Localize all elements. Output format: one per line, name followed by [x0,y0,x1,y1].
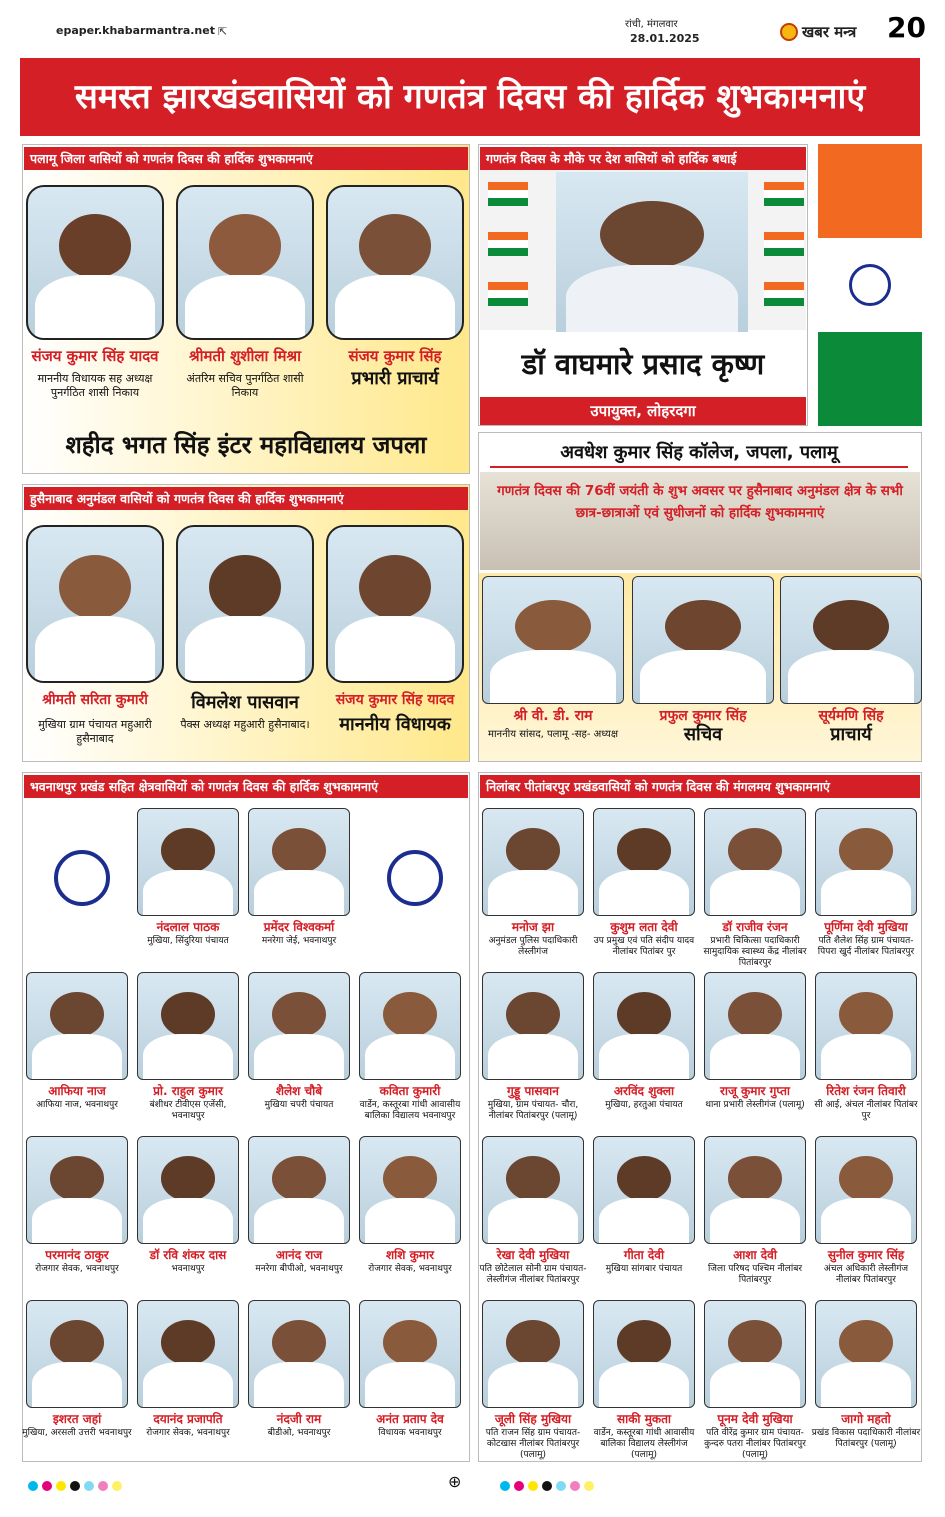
hussainabad-person-photo [176,525,314,683]
flag-icon [488,232,528,256]
college-person-name: प्रफुल कुमार सिंह [659,708,747,724]
nilambar-person-photo [704,1136,806,1244]
nilambar-person-photo [815,972,917,1080]
palamu-person-name: संजय कुमार सिंह यादव [31,347,159,365]
flag-icon [764,232,804,256]
nilambar-person-desig: मुखिया, ग्राम पंचायत- चौरा, नीलांबर पितांबरपुर (पलामू) [487,1100,579,1121]
bhawnathpur-person-name: अनंत प्रताप देव [376,1412,444,1426]
nilambar-person-desig: जिला परिषद पश्चिम नीलांबर पितांबरपुर [707,1264,803,1285]
flag-icon [764,282,804,306]
bhawnathpur-person-photo [137,1300,239,1408]
bhawnathpur-person-name: नंदलाल पाठक [156,920,220,934]
nilambar-person-desig: मुखिया, हरतुआ पंचायत [605,1100,683,1110]
college-message: गणतंत्र दिवस की 76वीं जयंती के शुभ अवसर पर हुसैनाबाद अनुमंडल क्षेत्र के सभी छात्र-छात्राओं एवं सुधीजनों को हार्दिक शुभकामनाएं [497,483,903,521]
banner-text: समस्त झारखंडवासियों को गणतंत्र दिवस की हार्दिक शुभकामनाएं [74,77,866,117]
bhawnathpur-person-photo [26,972,128,1080]
nilambar-person-photo [482,808,584,916]
bhawnathpur-person-desig: मुखिया, सिंदुरिया पंचायत [147,936,229,946]
nilambar-person-desig: प्रभारी चिकित्सा पदाधिकारी सामुदायिक स्वास्थ्य केंद्र नीलांबर पितांबरपुर [703,936,807,968]
nilambar-person-name: रेखा देवी मुखिया [496,1248,570,1262]
main-banner [20,58,920,136]
bhawnathpur-person-photo [248,808,350,916]
hussainabad-person-desig: माननीय विधायक [339,714,451,735]
college-footer: शहीद भगत सिंह इंटर महाविद्यालय जपला [65,431,427,459]
nilambar-person-name: आशा देवी [733,1248,777,1262]
nilambar-person-desig: वार्डेन, कस्तूरबा गांधी आवासीय बालिका विद्यालय लेस्लीगंज (पलामू) [593,1428,695,1460]
hussainabad-header: हुसैनाबाद अनुमंडल वासियों को गणतंत्र दिवस की हार्दिक शुभकामनाएं [24,487,468,510]
nilambar-person-name: गीता देवी [623,1248,665,1262]
nilambar-person-photo [482,1136,584,1244]
brand-name: खबर मन्त्र [802,23,857,41]
bhawnathpur-person-desig: विधायक भवनाथपुर [378,1428,442,1438]
nilambar-person-desig: पति छोटेलाल सोनी ग्राम पंचायत- लेस्लीगंज नीलांबर पितांबरपुर [479,1264,587,1285]
bhawnathpur-person-name: परमानंद ठाकुर [45,1248,109,1262]
bhawnathpur-person-name: शैलेश चौबे [275,1084,323,1098]
bhawnathpur-person-desig: मनरेगा बीपीओ, भवनाथपुर [255,1264,343,1274]
tricolor-saffron [818,144,922,238]
bhawnathpur-person-photo [26,1136,128,1244]
bhawnathpur-person-desig: मुखिया चपरी पंचायत [264,1100,334,1110]
bhawnathpur-person-photo [248,972,350,1080]
palamu-person-photo [26,185,164,340]
nilambar-person-desig: थाना प्रभारी लेस्लीगंज (पलामू) [705,1100,805,1110]
print-marks-left [28,1476,126,1495]
nilambar-person-desig: पति राजन सिंह ग्राम पंचायत- कोटखास नीलांबर पितांबरपुर (पलामू) [485,1428,581,1460]
page-number: 20 [887,11,926,44]
bhawnathpur-person-desig: आफिया नाज, भवनाथपुर [36,1100,118,1110]
bhawnathpur-person-name: प्रमेंदर विश्वकर्मा [263,920,335,934]
nilambar-person-name: डॉ राजीव रंजन [722,920,788,934]
nilambar-person-photo [482,972,584,1080]
nilambar-person-name: कुशुम लता देवी [610,920,678,934]
bhawnathpur-person-desig: भवनाथपुर [171,1264,205,1274]
palamu-person-name: श्रीमती शुशीला मिश्रा [188,347,302,365]
bhawnathpur-person-desig: रोजगार सेवक, भवनाथपुर [35,1264,119,1274]
flag-icon [488,282,528,306]
college-person-photo [482,576,624,704]
nilambar-person-photo [815,1136,917,1244]
nilambar-person-photo [593,808,695,916]
bhawnathpur-person-name: नंदजी राम [276,1412,322,1426]
college-person-desig: सचिव [683,724,723,745]
dc-photo [556,172,748,332]
college-person-photo [632,576,774,704]
palamu-person-photo [176,185,314,340]
nilambar-person-photo [593,1136,695,1244]
bhawnathpur-person-photo [26,1300,128,1408]
bhawnathpur-person-name: दयानंद प्रजापति [153,1412,223,1426]
city-day: रांची, मंगलवार [625,19,678,30]
bhawnathpur-person-desig: वार्डेन, कस्तूरबा गांधी आवासीय बालिका विद्यालय भवनाथपुर [359,1100,461,1121]
nilambar-person-desig: उप प्रमुख एवं पति संदीप यादव नीलांबर पितांबर पुर [593,936,695,957]
bhawnathpur-person-name: कविता कुमारी [379,1084,441,1098]
bhawnathpur-person-photo [359,1136,461,1244]
nilambar-person-name: राजू कुमार गुप्ता [719,1084,791,1098]
nilambar-person-photo [704,808,806,916]
cursor-icon: ⇱ [218,25,228,38]
palamu-person-photo [326,185,464,340]
nilambar-person-name: मनोज झा [511,920,555,934]
dc-desig: उपायुक्त, लोहरदगा [590,402,696,420]
bhawnathpur-person-desig: मनरेगा जेई, भवनाथपुर [261,936,337,946]
bhawnathpur-person-desig: मुखिया, अरसली उत्तरी भवनाथपुर [22,1428,132,1438]
nilambar-person-desig: पति वीरेंद्र कुमार ग्राम पंचायत- कुन्दरु पतरा नीलांबर पितांबरपुर (पलामू) [704,1428,806,1460]
bhawnathpur-person-photo [359,972,461,1080]
nilambar-person-photo [704,972,806,1080]
college-title: अवधेश कुमार सिंह कॉलेज, जपला, पलामू [560,442,838,463]
nilambar-person-name: जागो महतो [841,1412,891,1426]
flag-icon [488,182,528,206]
issue-date: 28.01.2025 [630,32,700,45]
bhawnathpur-person-photo [248,1300,350,1408]
print-marks-right [500,1476,598,1495]
hussainabad-person-name: संजय कुमार सिंह यादव [335,692,455,708]
nilambar-person-desig: मुखिया सांगबार पंचायत [605,1264,683,1274]
registration-crosshair-icon: ⊕ [448,1472,462,1491]
nilambar-person-name: पूनम देवी मुखिया [717,1412,793,1426]
hussainabad-person-desig: मुखिया ग्राम पंचायत महुआरी हुसैनाबाद [38,718,152,745]
palamu-header: पलामू जिला वासियों को गणतंत्र दिवस की हार्दिक शुभकामनाएं [24,147,468,170]
college-person-name: श्री वी. डी. राम [513,708,593,724]
bhawnathpur-person-desig: बीडीओ, भवनाथपुर [267,1428,331,1438]
nilambar-person-photo [704,1300,806,1408]
nilambar-person-desig: सी आई, अंचल नीलांबर पितांबर पुर [814,1100,918,1121]
college-person-name: सूर्यमणि सिंह [818,708,884,724]
bhawnathpur-person-name: प्रो. राहुल कुमार [153,1084,223,1098]
palamu-person-desig: अंतरिम सचिव पुनर्गठित शासी निकाय [186,372,304,399]
bhawnathpur-person-photo [137,972,239,1080]
bhawnathpur-person-name: आफिया नाज [48,1084,106,1098]
ashoka-chakra-icon [54,850,110,906]
bhawnathpur-person-name: डॉ रवि शंकर दास [149,1248,227,1262]
bhawnathpur-header: भवनाथपुर प्रखंड सहित क्षेत्रवासियों को गणतंत्र दिवस की हार्दिक शुभकामनाएं [24,775,468,798]
nilambar-person-photo [815,1300,917,1408]
bhawnathpur-person-photo [248,1136,350,1244]
nilambar-person-name: रितेश रंजन तिवारी [826,1084,906,1098]
college-person-photo [780,576,922,704]
bhawnathpur-person-desig: बंशीधर टीवीएस एजेंसी, भवनाथपुर [149,1100,227,1121]
nilambar-person-name: अरविंद शुक्ला [613,1084,675,1098]
nilambar-person-photo [593,1300,695,1408]
nilambar-person-name: साकी मुकता [616,1412,672,1426]
nilambar-person-desig: पति शैलेश सिंह ग्राम पंचायत- पिपरा खुर्द नीलांबर पितांबरपुर [817,936,915,957]
ashoka-chakra-icon [849,264,891,306]
college-person-desig: माननीय सांसद, पलामू -सह- अध्यक्ष [487,729,619,740]
hussainabad-person-name: विमलेश पासवान [191,692,299,713]
bhawnathpur-person-desig: रोजगार सेवक, भवनाथपुर [146,1428,230,1438]
hussainabad-person-photo [326,525,464,683]
site-url[interactable]: epaper.khabarmantra.net [56,24,215,37]
dc-header: गणतंत्र दिवस के मौके पर देश वासियों को हार्दिक बधाई [480,147,806,170]
bhawnathpur-person-desig: रोजगार सेवक, भवनाथपुर [368,1264,452,1274]
nilambar-person-desig: अनुमंडल पुलिस पदाधिकारी लेस्लीगंज [488,936,578,957]
palamu-person-desig: प्रभारी प्राचार्य [351,368,439,389]
nilambar-person-photo [482,1300,584,1408]
bhawnathpur-person-photo [359,1300,461,1408]
ashoka-chakra-icon [387,850,443,906]
nilambar-person-name: सुनील कुमार सिंह [827,1248,905,1262]
bhawnathpur-person-photo [137,1136,239,1244]
hussainabad-person-photo [26,525,164,683]
flag-icon [764,182,804,206]
nilambar-person-name: जूली सिंह मुखिया [494,1412,572,1426]
dc-name: डॉ वाघमारे प्रसाद कृष्ण [521,347,765,381]
bhawnathpur-person-name: शशि कुमार [385,1248,434,1262]
hussainabad-person-desig: पैक्स अध्यक्ष महुआरी हुसैनाबाद। [180,718,310,731]
nilambar-person-desig: अंचल अधिकारी लेस्लीगंज नीलांबर पितांबरपुर [823,1264,909,1285]
bhawnathpur-person-photo [137,808,239,916]
nilambar-person-name: पूर्णिमा देवी मुखिया [824,920,908,934]
brand-logo-icon [780,23,798,41]
hussainabad-person-name: श्रीमती सरिता कुमारी [42,692,148,708]
college-person-desig: प्राचार्य [830,724,872,745]
nilambar-person-photo [593,972,695,1080]
nilambar-header: निलांबर पीतांबरपुर प्रखंडवासियों को गणतंत्र दिवस की मंगलमय शुभकामनाएं [480,775,920,798]
bhawnathpur-person-name: आनंद राज [275,1248,323,1262]
bhawnathpur-person-name: इशरत जहां [52,1412,102,1426]
palamu-person-desig: माननीय विधायक सह अध्यक्ष पुनर्गठित शासी निकाय [37,372,153,399]
nilambar-person-photo [815,808,917,916]
nilambar-person-name: गुड्डू पासवान [507,1084,559,1098]
palamu-person-name: संजय कुमार सिंह [348,347,442,365]
tricolor-green [818,332,922,426]
nilambar-person-desig: प्रखंड विकास पदाधिकारी नीलांबर पितांबरपुर (पलामू) [811,1428,921,1449]
